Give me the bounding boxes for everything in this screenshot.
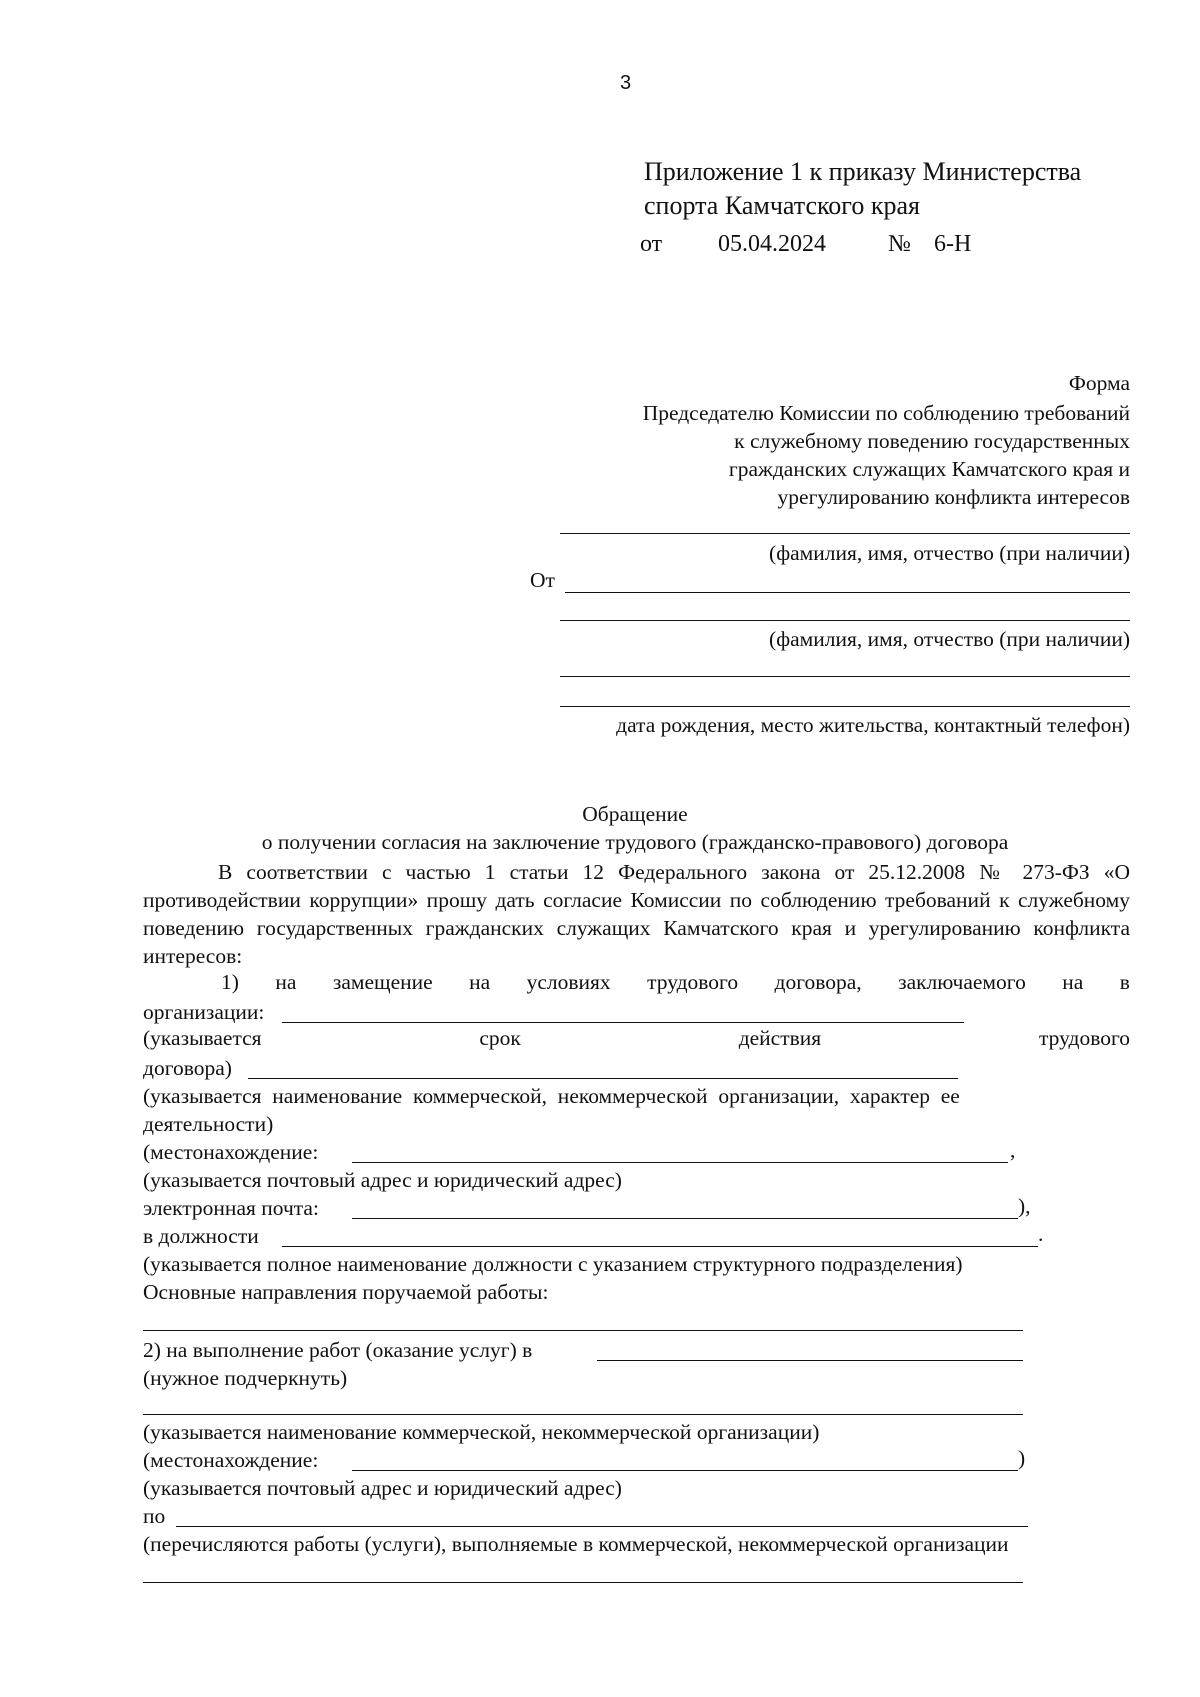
item1-word: трудового xyxy=(647,970,739,994)
item1-duties-line[interactable] xyxy=(143,1330,1023,1331)
order-number-sign: № xyxy=(888,231,911,257)
item2-org-line[interactable] xyxy=(597,1360,1023,1361)
item1-word: на xyxy=(469,970,491,994)
document-subtitle: о получении согласия на заключение трудового (гражданско-правового) договора xyxy=(261,830,1009,854)
item1-position-end: . xyxy=(1038,1222,1044,1246)
addressee-line-4: урегулированию конфликта интересов xyxy=(777,485,1130,509)
item1-word: договора, xyxy=(774,970,862,994)
item1-org-label: организации: xyxy=(143,1000,265,1024)
appendix-line-1: Приложение 1 к приказу Министерства xyxy=(644,157,1082,186)
appendix-order-row xyxy=(640,227,1081,261)
item1-address-hint: (указывается почтовый адрес и юридический адрес) xyxy=(143,1168,622,1192)
appendix-header xyxy=(640,155,1082,261)
item2-location-line[interactable] xyxy=(352,1470,1018,1471)
intro-paragraph: В соответствии с частью 1 статьи 12 Федерального закона от 25.12.2008 № 273-ФЗ «О противодействии коррупции» прошу дать согласие Комиссии по соблюдению требований к служебному поведению государственных гражданских служащих Камчатского края и урегулированию конфликта интересов: xyxy=(143,860,1130,968)
item1-email-end: ), xyxy=(1018,1194,1031,1218)
addressee-line-2: к служебному поведению государственных xyxy=(734,429,1130,453)
item2-works-detail-line[interactable] xyxy=(143,1582,1023,1583)
applicant-line-1[interactable] xyxy=(565,592,1130,593)
item1-email-line[interactable] xyxy=(352,1218,1018,1219)
item1-org-hint-line-2: деятельности) xyxy=(143,1112,274,1136)
applicant-line-2[interactable] xyxy=(560,620,1130,621)
item2-by-label: по xyxy=(143,1504,166,1528)
item1-org-hint-line-1: (указывается наименование коммерческой, некоммерческой организации, характер ее xyxy=(143,1084,960,1108)
item1-duties-label: Основные направления поручаемой работы: xyxy=(143,1280,549,1304)
item1-contract-label: договора) xyxy=(143,1056,232,1080)
item1-word: заключаемого xyxy=(898,970,1026,994)
item2-org-name-line[interactable] xyxy=(143,1414,1023,1415)
item1-location-end: , xyxy=(1010,1138,1016,1162)
item1-location-line[interactable] xyxy=(352,1162,1008,1163)
page-number: 3 xyxy=(620,72,632,94)
item2-location-label: (местонахождение: xyxy=(143,1448,319,1472)
item1-word: 1) xyxy=(221,970,239,994)
item1-email-label: электронная почта: xyxy=(143,1196,319,1220)
order-date: 05.04.2024 xyxy=(718,231,826,257)
item2-org-hint: (указывается наименование коммерческой, некоммерческой организации) xyxy=(143,1420,820,1444)
item1-word: на xyxy=(1062,970,1084,994)
addressee-line-3: гражданских служащих Камчатского края и xyxy=(728,457,1130,481)
term-word: срок xyxy=(479,1026,521,1050)
item1-word: замещение xyxy=(332,970,433,994)
item1-location-label: (местонахождение: xyxy=(143,1140,319,1164)
item2-address-hint: (указывается почтовый адрес и юридический адрес) xyxy=(143,1476,622,1500)
item2-location-end: ) xyxy=(1018,1446,1026,1470)
item2-label: 2) на выполнение работ (оказание услуг) в xyxy=(143,1338,533,1362)
term-word: трудового xyxy=(1038,1026,1130,1050)
item1-org-line[interactable] xyxy=(282,1022,964,1023)
chairman-fio-line[interactable] xyxy=(560,533,1130,534)
item1-first-line xyxy=(143,970,1130,995)
appendix-line-2: спорта Камчатского края xyxy=(644,191,920,220)
item2-works-line[interactable] xyxy=(176,1526,1028,1527)
document-title: Обращение xyxy=(582,802,688,826)
chairman-fio-hint: (фамилия, имя, отчество (при наличии) xyxy=(769,541,1130,565)
item1-position-line[interactable] xyxy=(282,1246,1038,1247)
applicant-line-4[interactable] xyxy=(560,706,1130,707)
term-word: действия xyxy=(738,1026,822,1050)
item1-word: на xyxy=(275,970,297,994)
addressee-line-1: Председателю Комиссии по соблюдению требований xyxy=(642,401,1130,425)
applicant-fio-hint: (фамилия, имя, отчество (при наличии) xyxy=(769,627,1130,651)
item2-underline-hint: (нужное подчеркнуть) xyxy=(143,1366,348,1390)
item1-contract-line[interactable] xyxy=(248,1078,958,1079)
applicant-contacts-hint: дата рождения, место жительства, контактный телефон) xyxy=(616,713,1130,737)
order-number: 6-Н xyxy=(934,231,972,257)
term-word: (указывается xyxy=(143,1026,262,1050)
item1-word: условиях xyxy=(526,970,611,994)
applicant-line-3[interactable] xyxy=(560,676,1130,677)
applicant-from-label: От xyxy=(530,568,555,592)
order-from-label: от xyxy=(640,231,663,257)
item1-word: в xyxy=(1119,970,1130,994)
item2-works-hint: (перечисляются работы (услуги), выполняемые в коммерческой, некоммерческой организации xyxy=(143,1532,1009,1556)
item1-term-hint xyxy=(143,1026,1130,1051)
item1-position-hint: (указывается полное наименование должности с указанием структурного подразделения) xyxy=(143,1252,963,1276)
item1-position-label: в должности xyxy=(143,1224,259,1248)
form-label: Форма xyxy=(1068,371,1130,395)
